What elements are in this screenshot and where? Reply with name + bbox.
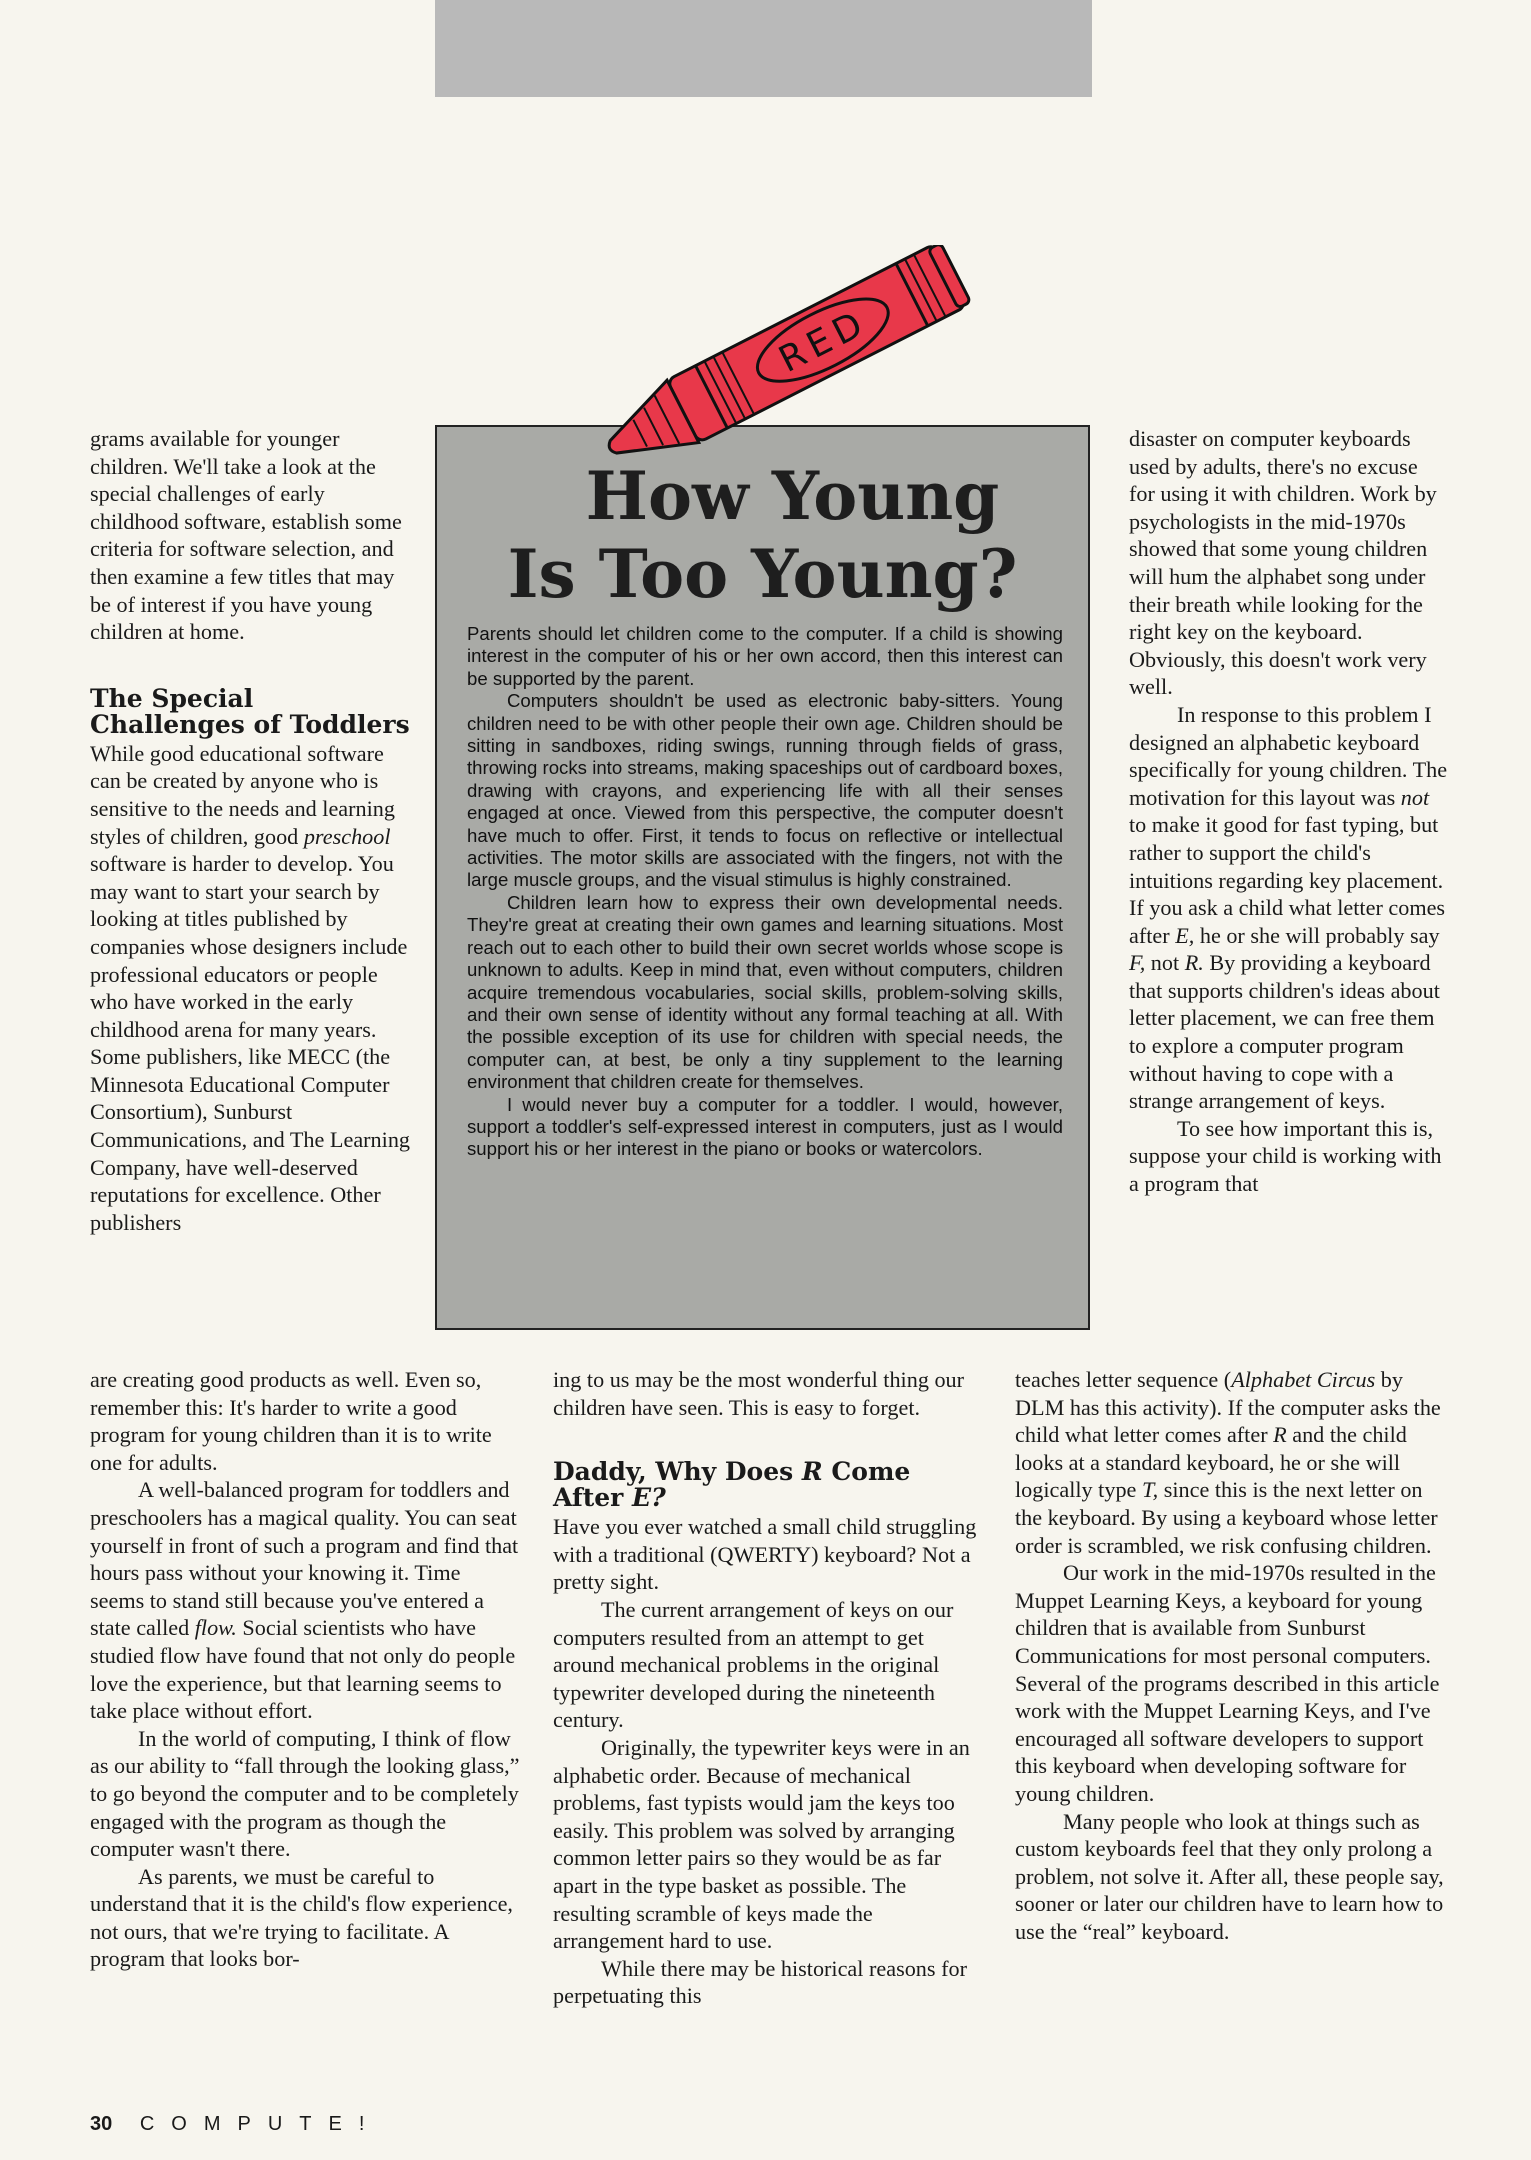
- article-paragraph: teaches letter sequence (Alphabet Circus by DLM has this activity). If the computer asks the child what letter comes after R and the child looks at a standard keyboard, he or she will logically type T, since this is the next letter on the keyboard. By using a keyboard whose letter order is scrambled, we risk confusing children.: [1015, 1367, 1441, 1558]
- sidebar-box: [435, 425, 1090, 1330]
- article-column-3-bottom: [1015, 1366, 1455, 1945]
- article-paragraph: As parents, we must be careful to understand that it is the child's flow experience, not ours, that we're trying to facilitate. A program that looks bor-: [90, 1863, 513, 1972]
- sidebar-paragraph: Parents should let children come to the computer. If a child is showing interest in the computer of his or her own accord, then this interest can be supported by the parent.: [467, 623, 1063, 689]
- article-paragraph: The current arrangement of keys on our computers resulted from an attempt to get around mechanical problems in the original typewriter developed during the nineteenth century.: [553, 1596, 954, 1733]
- article-paragraph: In the world of computing, I think of flow as our ability to “fall through the looking glass,” to go beyond the computer and to be completely engaged with the program as though the computer wasn't there.: [90, 1725, 520, 1862]
- magazine-name: COMPUTE!: [139, 2113, 382, 2135]
- article-paragraph: Have you ever watched a small child struggling with a traditional (QWERTY) keyboard? Not a pretty sight.: [553, 1514, 977, 1595]
- article-paragraph: ing to us may be the most wonderful thing our children have seen. This is easy to forget.: [553, 1367, 965, 1420]
- section-heading: The Special Challenges of Toddlers: [90, 683, 410, 739]
- article-column-3-top: [1129, 425, 1449, 1198]
- article-paragraph: In response to this problem I designed an alphabetic keyboard specifically for young children. The motivation for this layout was not to make it good for fast typing, but rather to support the child's intuitions regarding key placement. If you ask a child what letter comes after E, he or she will probably say F, not R. By providing a keyboard that supports children's ideas about letter placement, we can free them to explore a computer program without having to cope with a strange arrangement of keys.: [1129, 701, 1448, 1114]
- sidebar-title: How Young Is Too Young?: [507, 457, 1018, 613]
- article-paragraph: While there may be historical reasons for perpetuating this: [553, 1955, 967, 2009]
- article-paragraph: To see how important this is, suppose your child is working with a program that: [1129, 1115, 1442, 1197]
- article-paragraph: A well-balanced program for toddlers and preschoolers has a magical quality. You can seat yourself in front of such a program and find that hours pass without your knowing it. Time seems to stand still because you've entered a state called flow. Social scientists who have studied flow have found that not only do people love the experience, but that learning seems to take place without effort.: [90, 1477, 519, 1724]
- article-column-1-bottom: [90, 1366, 520, 1973]
- article-paragraph: disaster on computer keyboards used by adults, there's no excuse for using it with children. Work by psychologists in the mid-1970s showed that some young children will hum the alphabet song under their breath while looking for the right key on the keyboard. Obviously, this doesn't work very well.: [1129, 426, 1437, 700]
- article-paragraph: are creating good products as well. Even so, remember this: It's harder to write a good program for young children than it is to write one for adults.: [90, 1367, 492, 1475]
- sidebar-body: [467, 623, 1063, 1161]
- page-number: 30: [90, 2113, 113, 2135]
- section-heading: Daddy, Why Does R Come After E?: [553, 1457, 911, 1513]
- page-footer: [90, 2113, 381, 2136]
- sidebar-paragraph: Children learn how to express their own developmental needs. They're great at creating their own games and learning situations. Most reach out to each other to build their own secret worlds whose scope is unknown to adults. Keep in mind that, even without computers, children acquire tremendous vocabularies, social skills, problem-solving skills, and their own sense of identity without any formal teaching at all. With the possible exception of its use for children with special needs, the computer can, at best, be only a tiny supplement to the learning environment that children create for themselves.: [467, 891, 1063, 1093]
- sidebar-paragraph: Computers shouldn't be used as electronic baby-sitters. Young children need to be with other people their own age. Children should be sitting in sandboxes, riding swings, running through fields of grass, throwing rocks into streams, making spaceships out of cardboard boxes, drawing with crayons, and experiencing life with all their senses engaged at once. Viewed from this perspective, the computer doesn't have much to offer. First, it tends to focus on reflective or intellectual activities. The motor skills are associated with the fingers, not with the large muscle groups, and the visual stimulus is highly constrained.: [467, 690, 1063, 891]
- crayon-label: RED: [772, 301, 875, 381]
- article-paragraph: While good educational software can be created by anyone who is sensitive to the needs and learning styles of children, good preschool software is harder to develop. You may want to start your search by looking at titles published by companies whose designers include professional educators or people who have worked in the early childhood arena for many years. Some publishers, like MECC (the Minnesota Educational Computer Consortium), Sunburst Communications, and The Learning Company, have well-deserved reputations for excellence. Other publishers: [90, 740, 411, 1235]
- article-paragraph: Originally, the typewriter keys were in an alphabetic order. Because of mechanical problems, fast typists would jam the keys too easily. This problem was solved by arranging common letter pairs so they would be as far apart in the type basket as possible. The resulting scramble of keys made the arrangement hard to use.: [553, 1734, 970, 1954]
- article-paragraph: Our work in the mid-1970s resulted in the Muppet Learning Keys, a keyboard for young children that is available from Sunburst Communications for most personal computers. Several of the programs described in this article work with the Muppet Learning Keys, and I've encouraged all software developers to support this keyboard when developing software for young children.: [1015, 1560, 1440, 1806]
- header-gray-block: [435, 0, 1092, 97]
- article-paragraph: Many people who look at things such as custom keyboards feel that they only prolong a problem, not solve it. After all, these people say, sooner or later our children have to learn how to use the “real” keyboard.: [1015, 1808, 1444, 1944]
- sidebar-paragraph: I would never buy a computer for a toddler. I would, however, support a toddler's self-expressed interest in computers, just as I would support his or her interest in the piano or books or watercolors.: [467, 1093, 1063, 1160]
- article-column-1-top: [90, 425, 410, 1236]
- article-paragraph: grams available for younger children. We'll take a look at the special challenges of early childhood software, establish some criteria for software selection, and then examine a few titles that may be of interest if you have young children at home.: [90, 426, 402, 645]
- article-column-2: [553, 1366, 983, 2010]
- red-crayon-illustration: [585, 245, 985, 460]
